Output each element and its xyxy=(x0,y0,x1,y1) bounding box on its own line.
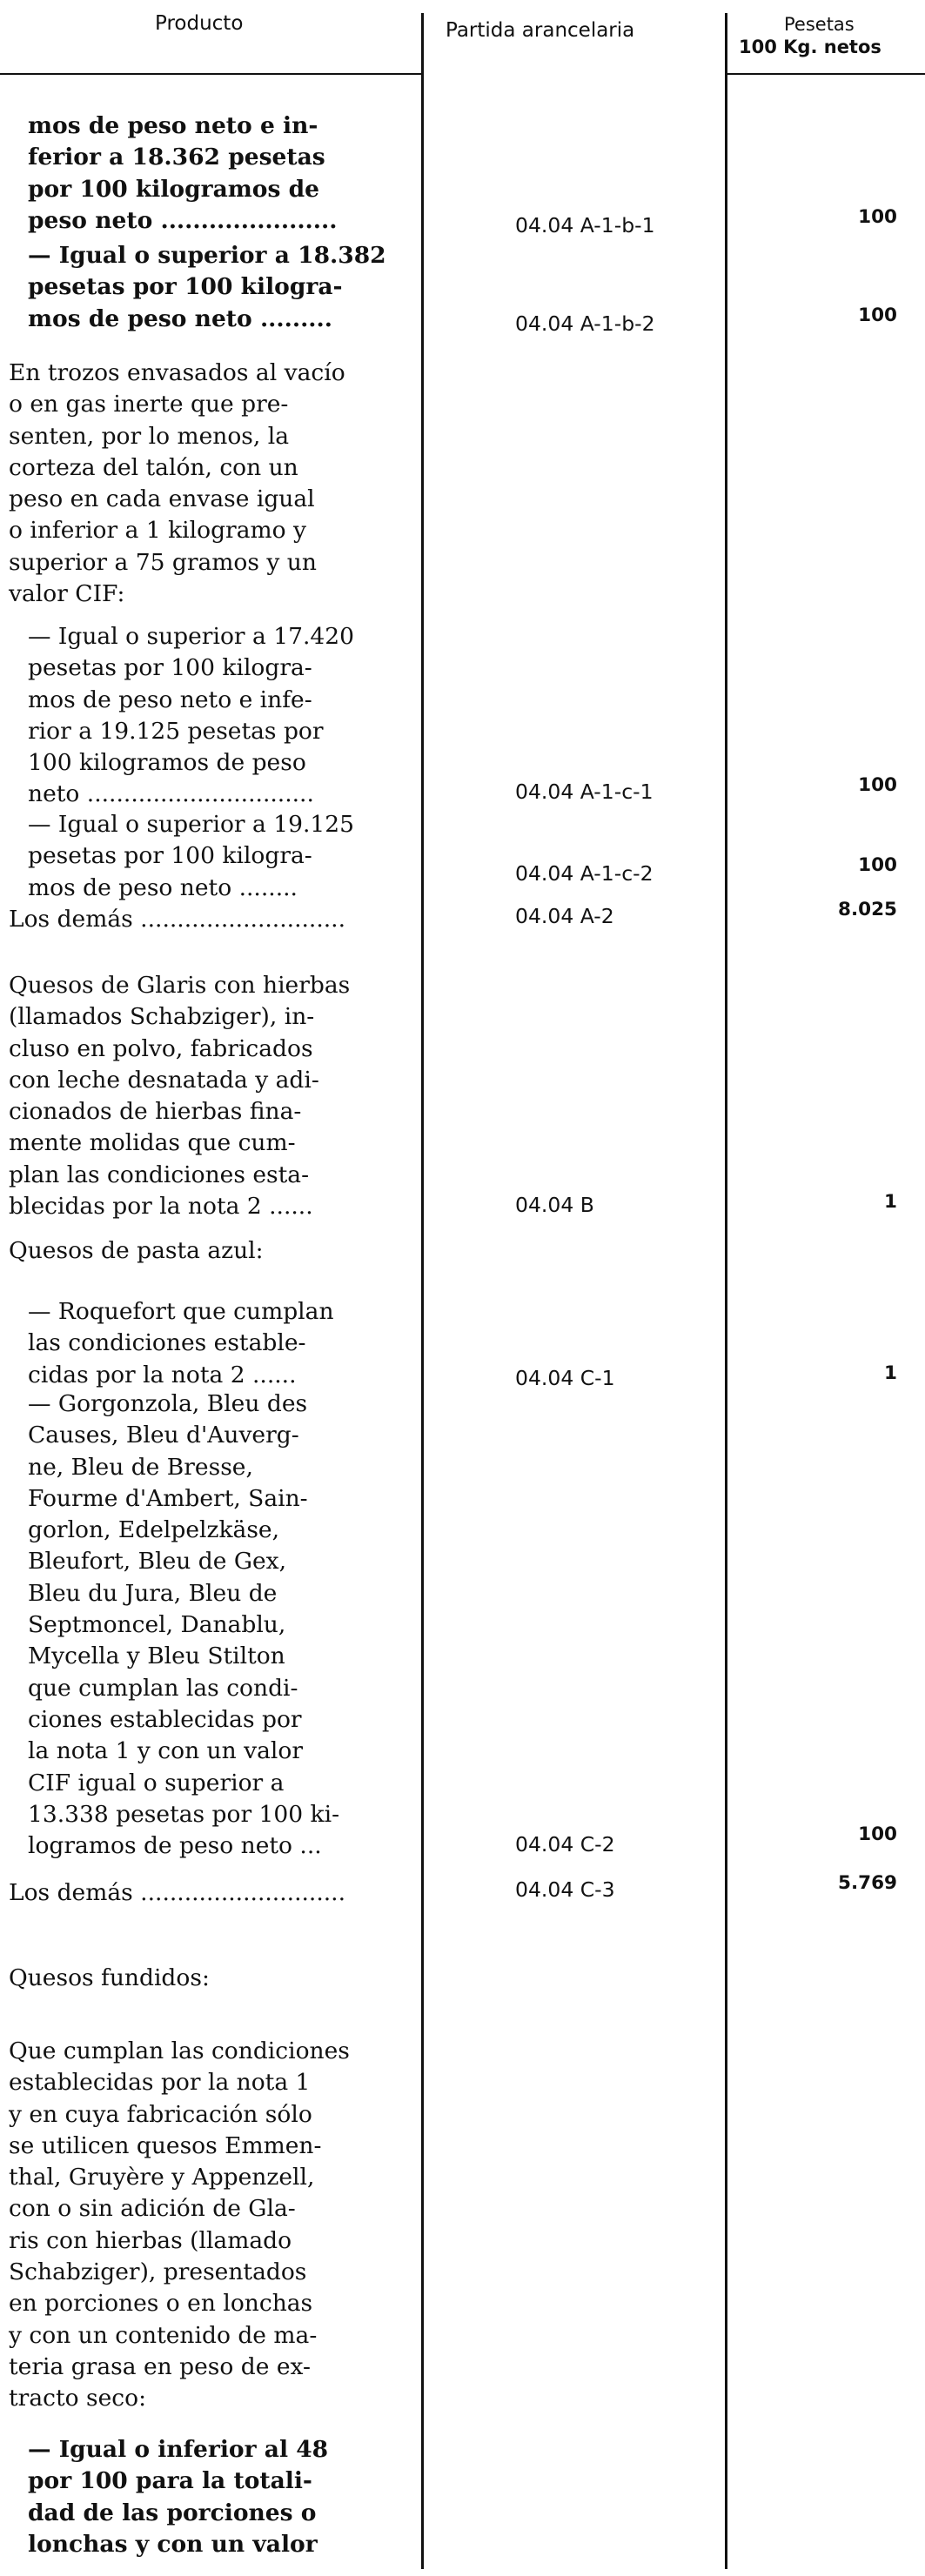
product-line: mos de peso neto e in- xyxy=(28,112,318,139)
product-line: mos de peso neto ........ xyxy=(28,873,298,901)
product-line: ris con hierbas (llamado xyxy=(9,2226,292,2254)
product-description xyxy=(28,240,411,335)
product-line: mos de peso neto e infe- xyxy=(28,686,312,713)
duty-rate: 1 xyxy=(884,1191,897,1213)
product-line: logramos de peso neto ... xyxy=(28,1832,322,1860)
product-description xyxy=(9,970,412,1222)
product-line: Septmoncel, Danablu, xyxy=(28,1611,286,1639)
product-line: Quesos de Glaris con hierbas xyxy=(9,972,351,999)
product-line: 13.338 pesetas por 100 ki- xyxy=(28,1800,340,1828)
product-line: en porciones o en lonchas xyxy=(9,2290,313,2318)
duty-rate: 8.025 xyxy=(837,899,897,920)
product-line: Quesos de pasta azul: xyxy=(9,1237,264,1264)
product-line: — Igual o inferior al 48 xyxy=(28,2436,329,2463)
product-line: En trozos envasados al vacío xyxy=(9,359,345,386)
tariff-code: 04.04 B xyxy=(515,1193,594,1217)
product-line: lonchas y con un valor xyxy=(28,2530,318,2558)
product-line: corteza del talón, con un xyxy=(9,453,298,481)
duty-rate: 1 xyxy=(884,1362,897,1384)
product-line: plan las condiciones esta- xyxy=(9,1161,310,1188)
product-line: — Roquefort que cumplan xyxy=(28,1298,334,1325)
product-line: Que cumplan las condiciones xyxy=(9,2037,350,2064)
product-line: — Gorgonzola, Bleu des xyxy=(28,1390,308,1417)
product-description xyxy=(9,1963,412,1994)
column-divider-1 xyxy=(421,13,424,2569)
product-line: Bleu du Jura, Bleu de xyxy=(28,1579,278,1607)
product-line: cionados de hierbas fina- xyxy=(9,1098,302,1126)
product-line: por 100 para la totali- xyxy=(28,2467,312,2495)
product-description xyxy=(9,904,412,935)
product-line: que cumplan las condi- xyxy=(28,1674,298,1702)
product-description xyxy=(28,1296,411,1391)
product-line: gorlon, Edelpelzkäse, xyxy=(28,1516,280,1544)
product-description xyxy=(28,2434,411,2560)
product-line: (llamados Schabziger), in- xyxy=(9,1003,315,1031)
tariff-code: 04.04 C-1 xyxy=(515,1366,615,1390)
product-line: Schabziger), presentados xyxy=(9,2258,307,2286)
product-line: senten, por lo menos, la xyxy=(9,422,290,450)
tariff-code: 04.04 A-1-b-2 xyxy=(515,311,655,336)
header-rule-left xyxy=(0,73,421,75)
header-kg-netos: 100 Kg. netos xyxy=(739,37,881,57)
product-line: o inferior a 1 kilogramo y xyxy=(9,517,306,545)
product-line: Mycella y Bleu Stilton xyxy=(28,1643,285,1670)
product-line: Quesos fundidos: xyxy=(9,1964,210,1991)
product-line: pesetas por 100 kilogra- xyxy=(28,654,312,682)
product-description xyxy=(9,2036,412,2415)
tariff-code: 04.04 A-1-c-2 xyxy=(515,861,654,886)
product-line: Causes, Bleu d'Auverg- xyxy=(28,1422,299,1449)
product-line: con leche desnatada y adi- xyxy=(9,1066,319,1094)
product-line: cluso en polvo, fabricados xyxy=(9,1034,313,1062)
product-line: cidas por la nota 2 ...... xyxy=(28,1361,297,1388)
tariff-code: 04.04 A-1-c-1 xyxy=(515,779,654,804)
product-line: neto ............................... xyxy=(28,780,314,808)
product-line: Fourme d'Ambert, Sain- xyxy=(28,1484,308,1512)
product-description xyxy=(9,1877,412,1909)
product-line: pesetas por 100 kilogra- xyxy=(28,842,312,870)
product-line: — Igual o superior a 18.382 xyxy=(28,242,386,269)
product-line: CIF igual o superior a xyxy=(28,1769,285,1797)
product-description xyxy=(28,621,411,811)
product-line: mente molidas que cum- xyxy=(9,1129,296,1157)
product-line: — Igual o superior a 17.420 xyxy=(28,623,354,650)
product-line: mos de peso neto ......... xyxy=(28,304,332,332)
product-line: thal, Gruyère y Appenzell, xyxy=(9,2164,315,2191)
product-line: y con un contenido de ma- xyxy=(9,2321,318,2349)
product-line: ne, Bleu de Bresse, xyxy=(28,1453,253,1481)
product-line: Bleufort, Bleu de Gex, xyxy=(28,1548,287,1576)
product-line: superior a 75 gramos y un xyxy=(9,548,317,576)
product-line: establecidas por la nota 1 xyxy=(9,2069,311,2097)
duty-rate: 100 xyxy=(858,206,897,228)
header-partida-arancelaria: Partida arancelaria xyxy=(446,19,635,42)
duty-rate: 100 xyxy=(858,1823,897,1845)
tariff-code: 04.04 A-1-b-1 xyxy=(515,213,655,238)
header-rule-right xyxy=(727,73,925,75)
product-description xyxy=(28,110,411,237)
product-line: teria grasa en peso de ex- xyxy=(9,2352,311,2380)
product-description xyxy=(9,358,412,610)
product-line: Los demás ............................ xyxy=(9,1879,346,1906)
tariff-code: 04.04 A-2 xyxy=(515,904,614,928)
product-line: la nota 1 y con un valor xyxy=(28,1737,303,1765)
product-line: tracto seco: xyxy=(9,2385,146,2412)
product-line: — Igual o superior a 19.125 xyxy=(28,811,354,838)
product-line: 100 kilogramos de peso xyxy=(28,749,306,777)
product-line: con o sin adición de Gla- xyxy=(9,2195,296,2223)
product-line: por 100 kilogramos de xyxy=(28,175,320,203)
product-line: Los demás ............................ xyxy=(9,906,346,933)
column-divider-2 xyxy=(725,13,727,2569)
product-description xyxy=(9,1235,412,1267)
tariff-code: 04.04 C-2 xyxy=(515,1832,615,1857)
tariff-code: 04.04 C-3 xyxy=(515,1877,615,1902)
product-line: peso en cada envase igual xyxy=(9,485,315,513)
product-line: o en gas inerte que pre- xyxy=(9,391,289,418)
product-line: valor CIF: xyxy=(9,580,125,608)
product-line: ciones establecidas por xyxy=(28,1705,302,1733)
product-line: blecidas por la nota 2 ...... xyxy=(9,1193,313,1221)
product-line: dad de las porciones o xyxy=(28,2499,317,2526)
duty-rate: 100 xyxy=(858,304,897,326)
product-description xyxy=(28,1388,411,1862)
header-producto: Producto xyxy=(155,12,244,35)
product-description xyxy=(28,809,411,904)
product-line: ferior a 18.362 pesetas xyxy=(28,144,325,171)
product-line: las condiciones estable- xyxy=(28,1329,306,1357)
product-line: peso neto ...................... xyxy=(28,206,338,234)
duty-rate: 100 xyxy=(858,854,897,876)
product-line: se utilicen quesos Emmen- xyxy=(9,2131,322,2159)
product-line: rior a 19.125 pesetas por xyxy=(28,717,324,745)
duty-rate: 100 xyxy=(858,774,897,796)
header-pesetas: Pesetas xyxy=(784,14,855,35)
duty-rate: 5.769 xyxy=(837,1872,897,1894)
product-line: pesetas por 100 kilogra- xyxy=(28,273,343,301)
product-line: y en cuya fabricación sólo xyxy=(9,2100,312,2128)
